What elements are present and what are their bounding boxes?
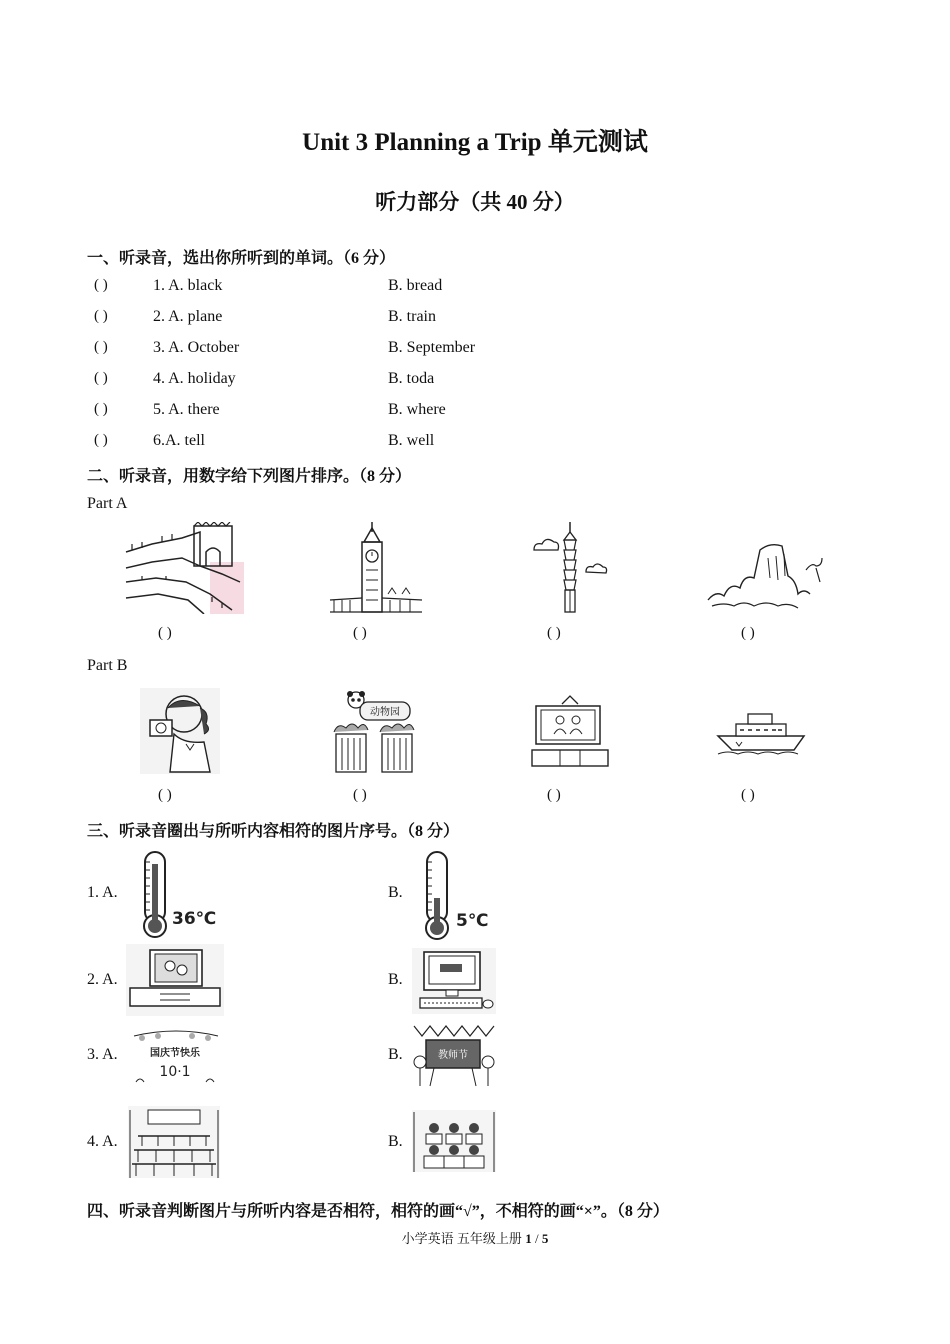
option-a: 2. A. plane (153, 308, 223, 325)
thermometer-cold-image[interactable] (422, 850, 502, 942)
section3-heading: 三、听录音圈出与所听内容相符的图片序号。（8 分） (87, 823, 460, 840)
order-blank[interactable]: ( ) (547, 625, 561, 641)
answer-blank[interactable]: ( ) (94, 401, 108, 417)
choice-1a-label: 1. A. (87, 884, 118, 901)
footer-page-total: 5 (541, 1231, 549, 1246)
mountain-image (706, 540, 824, 610)
option-b: B. bread (388, 277, 443, 294)
national-day-number: 10·1 (159, 1064, 191, 1080)
option-a: 1. A. black (153, 277, 223, 294)
section2-heading: 二、听录音，用数字给下列图片排序。（8 分） (87, 468, 412, 485)
zoo-sign-text: 动物园 (370, 707, 400, 718)
footer-text: 小学英语 五年级上册 (401, 1231, 522, 1246)
option-a: 3. A. October (153, 339, 240, 356)
choice-2b-label: B. (388, 971, 403, 988)
thermometer-hot-image[interactable] (140, 850, 220, 940)
taipei-101-image (530, 520, 610, 614)
choice-3a-label: 3. A. (87, 1046, 118, 1063)
option-b: B. well (388, 432, 435, 449)
choice-2a-label: 2. A. (87, 971, 118, 988)
part-a-label: Part A (87, 495, 128, 512)
page-title: Unit 3 Planning a Trip 单元测试 (302, 129, 648, 156)
option-b: B. train (388, 308, 436, 325)
order-blank[interactable]: ( ) (741, 787, 755, 803)
order-blank[interactable]: ( ) (547, 787, 561, 803)
order-blank[interactable]: ( ) (158, 625, 172, 641)
temp-36-label: 36℃ (172, 909, 217, 929)
page-subtitle: 听力部分（共 40 分） (375, 190, 575, 214)
girl-camera-image (140, 688, 220, 774)
option-b: B. where (388, 401, 446, 418)
tv-set-image[interactable] (126, 944, 224, 1016)
footer-separator: / (534, 1231, 539, 1246)
answer-blank[interactable]: ( ) (94, 432, 108, 448)
ship-image (716, 708, 808, 756)
section4-heading: 四、听录音判断图片与所听内容是否相符，相符的画“√”，不相符的画“×”。（8 分） (87, 1203, 669, 1220)
footer-page-number: 1 (525, 1231, 532, 1246)
computer-image[interactable] (412, 948, 496, 1014)
tv-image (530, 694, 610, 770)
option-b: B. September (388, 339, 476, 356)
teachers-day-board: 教师节 (438, 1050, 468, 1061)
students-class-image[interactable] (412, 1110, 496, 1172)
page-footer (0, 1228, 950, 1247)
option-a: 4. A. holiday (153, 370, 236, 387)
option-a: 5. A. there (153, 401, 220, 418)
order-blank[interactable]: ( ) (741, 625, 755, 641)
temp-5-label: 5℃ (456, 911, 489, 931)
section1-heading: 一、听录音，选出你所听到的单词。（6 分） (87, 250, 396, 267)
answer-blank[interactable]: ( ) (94, 277, 108, 293)
empty-classroom-image[interactable] (128, 1106, 220, 1178)
choice-1b-label: B. (388, 884, 403, 901)
order-blank[interactable]: ( ) (158, 787, 172, 803)
order-blank[interactable]: ( ) (353, 787, 367, 803)
option-a: 6.A. tell (153, 432, 205, 449)
answer-blank[interactable]: ( ) (94, 308, 108, 324)
choice-3b-label: B. (388, 1046, 403, 1063)
choice-4b-label: B. (388, 1133, 403, 1150)
answer-blank[interactable]: ( ) (94, 370, 108, 386)
answer-blank[interactable]: ( ) (94, 339, 108, 355)
teachers-day-image[interactable] (412, 1022, 496, 1088)
big-ben-image (328, 520, 424, 614)
order-blank[interactable]: ( ) (353, 625, 367, 641)
national-day-image[interactable] (130, 1028, 220, 1088)
zoo-gate-image (330, 690, 418, 774)
choice-4a-label: 4. A. (87, 1133, 118, 1150)
part-b-label: Part B (87, 657, 128, 674)
option-b: B. toda (388, 370, 435, 387)
great-wall-image (122, 522, 244, 614)
national-day-banner: 国庆节快乐 (150, 1048, 200, 1059)
